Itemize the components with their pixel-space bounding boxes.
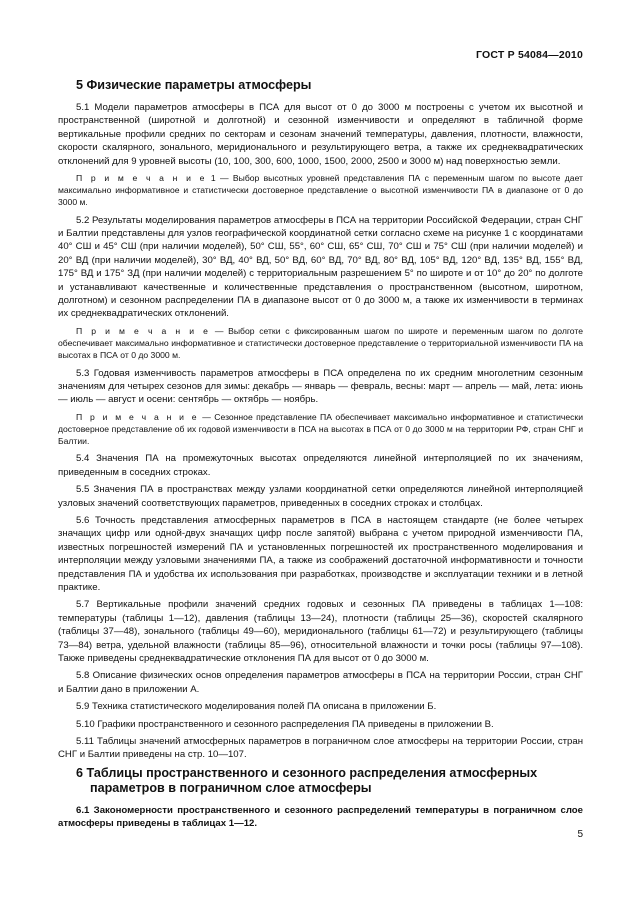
note-label: П р и м е ч а н и е: [76, 411, 199, 422]
note-5-2: [58, 325, 583, 362]
paragraph-5-3: 5.3 Годовая изменчивость параметров атмосферы в ПСА определена по их средним многолетним сезонным значениям для четырех сезонов для зимы: декабрь — январь — февраль, весны: март — апрель — май, лета: июнь — июль — август и осени: сентябрь — октябрь — ноябрь.: [58, 367, 583, 406]
page-content: [58, 78, 583, 835]
document-code: ГОСТ Р 54084—2010: [475, 49, 583, 61]
paragraph-5-4: 5.4 Значения ПА на промежуточных высотах определяются линейной интерполяцией по их значениям, приведенным в соседних строках.: [58, 453, 583, 478]
note-label: П р и м е ч а н и е: [76, 173, 207, 184]
paragraph-5-1: 5.1 Модели параметров атмосферы в ПСА для высот от 0 до 3000 м построены с учетом их высотной и пространственной (широтной и долготной) и сезонной изменчивости и определяют в табличной форме вертикальные профили средних по секторам и сезонам значений температуры, давления, плотности, влажности, скорости скалярного, зонального, меридионального и результирующего ветра, а также их среднеквадратических отклонений для 9 уровней высоты (10, 100, 300, 600, 1000, 1500, 2000, 2500 и 3000 м) над поверхностью земли.: [58, 102, 583, 167]
paragraph-5-10: 5.10 Графики пространственного и сезонного распределения ПА приведены в приложении В.: [76, 718, 494, 730]
paragraph-6-1: 6.1 Закономерности пространственного и сезонного распределений температуры в пограничном слое атмосферы приведены в таблицах 1—12.: [58, 804, 583, 830]
page-number: 5: [577, 829, 583, 840]
section-6-title-line-1: 6 Таблицы пространственного и сезонного распределения атмосферных: [76, 765, 538, 780]
note-label: П р и м е ч а н и е: [76, 325, 211, 336]
note-5-1: [58, 172, 583, 209]
paragraph-5-5: 5.5 Значения ПА в пространствах между узлами координатной сетки определяются линейной интерполяцией узловых значений соответствующих параметров, приведенных в соседних строках и столбцах.: [58, 484, 583, 509]
note-text: — Выбор сетки с фиксированным шагом по широте и переменным шагом по долготе обеспечивает максимально информативное и статистически достоверное представление о территориальной изменчивости ПА на высотах в ПСА от 0 до 3000 м.: [58, 325, 583, 361]
paragraph-5-2: 5.2 Результаты моделирования параметров атмосферы в ПСА на территории Российской Федерации, стран СНГ и Балтии представлены для узлов географической координатной сетки согласно схеме на рисунке 1 с координатами 40° СШ и 45° СШ (при наличии моделей), 50° СШ, 55°, 60° СШ, 65° СШ, 70° СШ и 75° СШ (при наличии моделей) и 20° ВД (при наличии моделей), 30° ВД, 40° ВД, 50° ВД, 60° ВД, 70° ВД, 80° ВД, 105° ВД, 120° ВД, 135° ВД, 155° ВД, 175° ВД и 175° ЗД (при наличии моделей) с территориальным разрешением 5° по широте и от 10° до 20° по долготе и устанавливают качественные и количественные представления о пространственном (высотном, широтном, долготном) и сезонном распределении ПА в диапазоне высот от 0 до 3000 м, а также их изменчивости в терминах их среднеквадратических отклонений.: [58, 214, 583, 320]
section-6-title-line-2: параметров в пограничном слое атмосферы: [90, 780, 372, 795]
paragraph-5-9: 5.9 Техника статистического моделирования полей ПА описана в приложении Б.: [76, 701, 437, 713]
paragraph-5-7: 5.7 Вертикальные профили значений средних годовых и сезонных ПА приведены в таблицах 1—108: температуры (таблицы 1—12), давления (таблицы 13—24), плотности (таблицы 25—36), скоростей скалярного (таблицы 37—48), зонального (таблицы 49—60), меридионального (таблицы 61—72) и результирующего (таблицы 73—84) ветра, удельной влажности (таблицы 85—96), относительной влажности и точки росы (таблицы 97—108). Также приведены среднеквадратические отклонения ПА для высот от 0 до 3000 м.: [58, 599, 583, 665]
note-5-3: [58, 411, 583, 448]
paragraph-5-6: 5.6 Точность представления атмосферных параметров в ПСА в настоящем стандарте (не более четырех значащих цифр или одной-двух значащих цифр после запятой) выбрана с учетом природной изменчивости ПА, известных погрешностей измерений ПА и установленных погрешностей их пространственного моделирования и интерполяции между узловыми значениями ПА, а также из соображений достаточной информативности и точности представления ПА и удобства их использования при разработках, производстве и эксплуатации техники и в летной практике.: [58, 514, 583, 593]
section-5-title: 5 Физические параметры атмосферы: [76, 78, 312, 92]
section-6-title: [58, 766, 583, 796]
note-text: 1 — Выбор высотных уровней представления ПА с переменным шагом по высоте дает максимально информативное и статистически достоверное представление о высотной изменчивости ПА в диапазоне от 0 до 3000 м.: [58, 173, 583, 208]
note-text: — Сезонное представление ПА обеспечивает максимально информативное и статистически достоверное представление об их годовой изменчивости в ПСА на высотах в ПСА от 0 до 3000 м на территории РФ, стран СНГ и Балтии.: [58, 411, 583, 447]
paragraph-5-8: 5.8 Описание физических основ определения параметров атмосферы в ПСА на территории России, стран СНГ и Балтии дано в приложении А.: [58, 670, 583, 695]
paragraph-5-11: 5.11 Таблицы значений атмосферных параметров в пограничном слое атмосферы на территории России, стран СНГ и Балтии приведены на стр. 10—107.: [58, 736, 583, 761]
